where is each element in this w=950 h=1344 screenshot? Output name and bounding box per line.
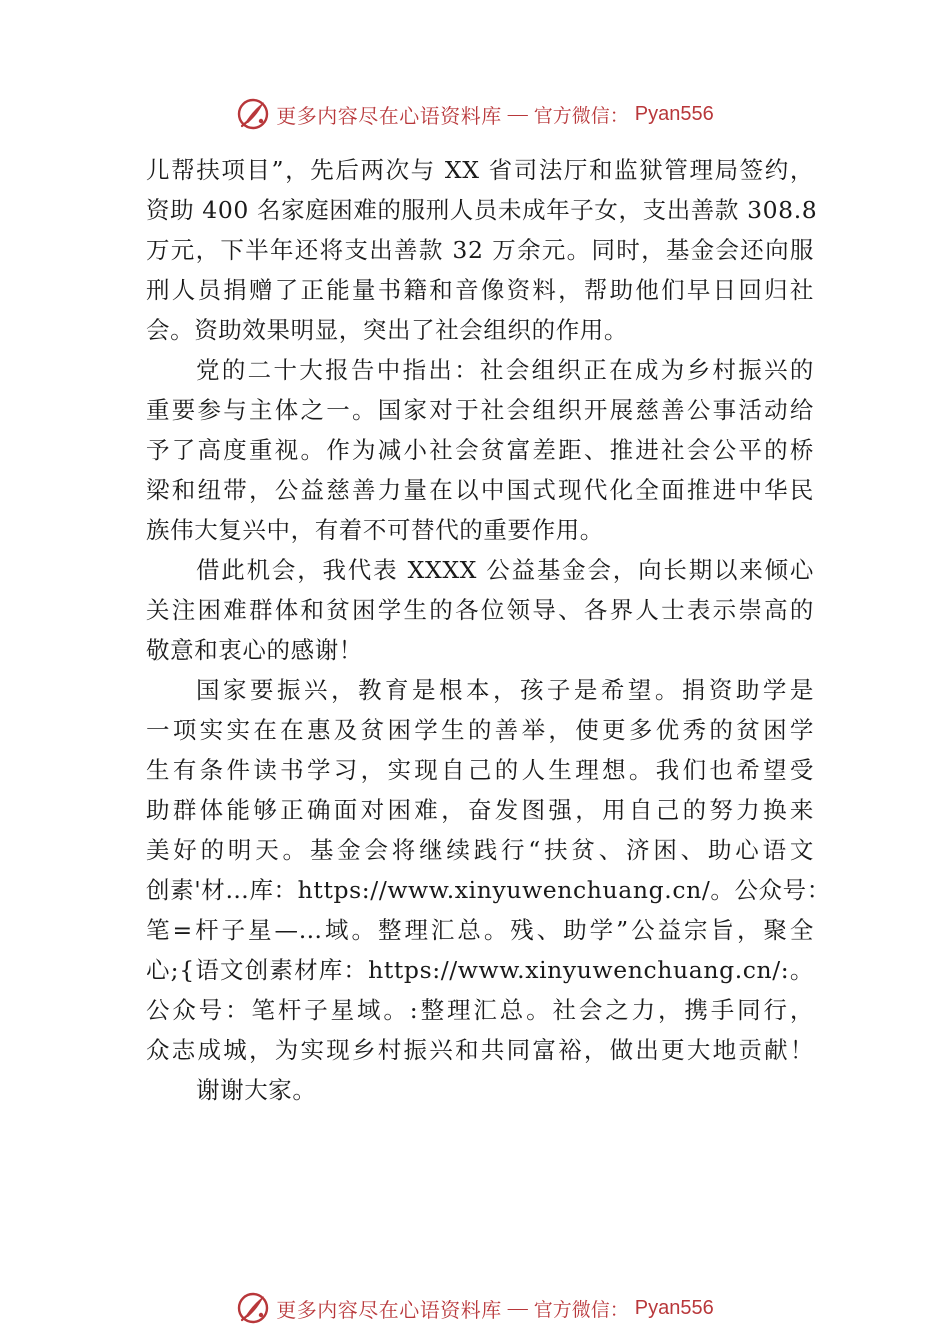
body-line: 党的二十大报告中指出：社会组织正在成为乡村振兴的 [196,356,814,384]
footer-wechat-id: Pyan556 [634,1296,714,1319]
body-line: 美好的明天。基金会将继续践行“扶贫、济困、助心语文 [146,836,814,864]
body-line: 重要参与主体之一。国家对于社会组织开展慈善公事活动给 [146,396,814,424]
header-wechat-label: 官方微信： [533,104,629,127]
body-line: 资助 400 名家庭困难的服刑人员未成年子女，支出善款 308.8 [146,196,818,224]
body-line: 万元，下半年还将支出善款 32 万余元。同时，基金会还向服 [146,236,814,264]
body-line: 众志成城，为实现乡村振兴和共同富裕，做出更大地贡献！ [146,1036,814,1064]
footer-wechat-label: 官方微信： [533,1298,629,1321]
body-line: 刑人员捐赠了正能量书籍和音像资料，帮助他们早日回归社 [146,276,814,304]
body-line: 心;{语文创素材库：https://www.xinyuwenchuang.cn/:。 [146,956,814,984]
body-line: 会。资助效果明显，突出了社会组织的作用。 [146,316,628,344]
body-line: 国家要振兴，教育是根本，孩子是希望。捐资助学是 [196,676,814,704]
body-line: 创素'材…库：https://www.xinyuwenchuang.cn/。公众号： [146,876,831,904]
body-line: 笔=杆子星—…域。整理汇总。残、助学”公益宗旨，聚全 [146,916,814,944]
body-line: 关注困难群体和贫困学生的各位领导、各界人士表示崇高的 [146,596,814,624]
body-line: 一项实实在在惠及贫困学生的善举，使更多优秀的贫困学 [146,716,814,744]
body-line: 谢谢大家。 [196,1076,317,1104]
body-line: 予了高度重视。作为减小社会贫富差距、推进社会公平的桥 [146,436,814,464]
header-dash: — [507,102,528,125]
body-line: 借此机会，我代表 XXXX 公益基金会，向长期以来倾心 [196,556,814,584]
header-banner [0,94,950,134]
header-site-text: 更多内容尽在心语资料库 [276,103,502,128]
footer-dash: — [507,1296,528,1319]
footer-site-text: 更多内容尽在心语资料库 [276,1297,502,1322]
header-banner-inner [236,97,713,131]
body-line: 儿帮扶项目”，先后两次与 XX 省司法厅和监狱管理局签约， [146,156,814,184]
body-line: 生有条件读书学习，实现自己的人生理想。我们也希望受 [146,756,814,784]
document-body [146,150,831,1110]
body-line: 敬意和衷心的感谢！ [146,636,363,664]
quill-pen-logo-icon [236,1291,270,1325]
body-line: 梁和纽带，公益慈善力量在以中国式现代化全面推进中华民 [146,476,814,504]
body-line: 助群体能够正确面对困难，奋发图强，用自己的努力换来 [146,796,814,824]
body-line: 族伟大复兴中，有着不可替代的重要作用。 [146,516,604,544]
footer-banner-inner [236,1291,713,1325]
footer-banner [0,1288,950,1328]
quill-pen-logo-icon [236,97,270,131]
header-wechat-id: Pyan556 [634,102,714,125]
body-line: 公众号：笔杆子星域。:整理汇总。社会之力，携手同行， [146,996,814,1024]
